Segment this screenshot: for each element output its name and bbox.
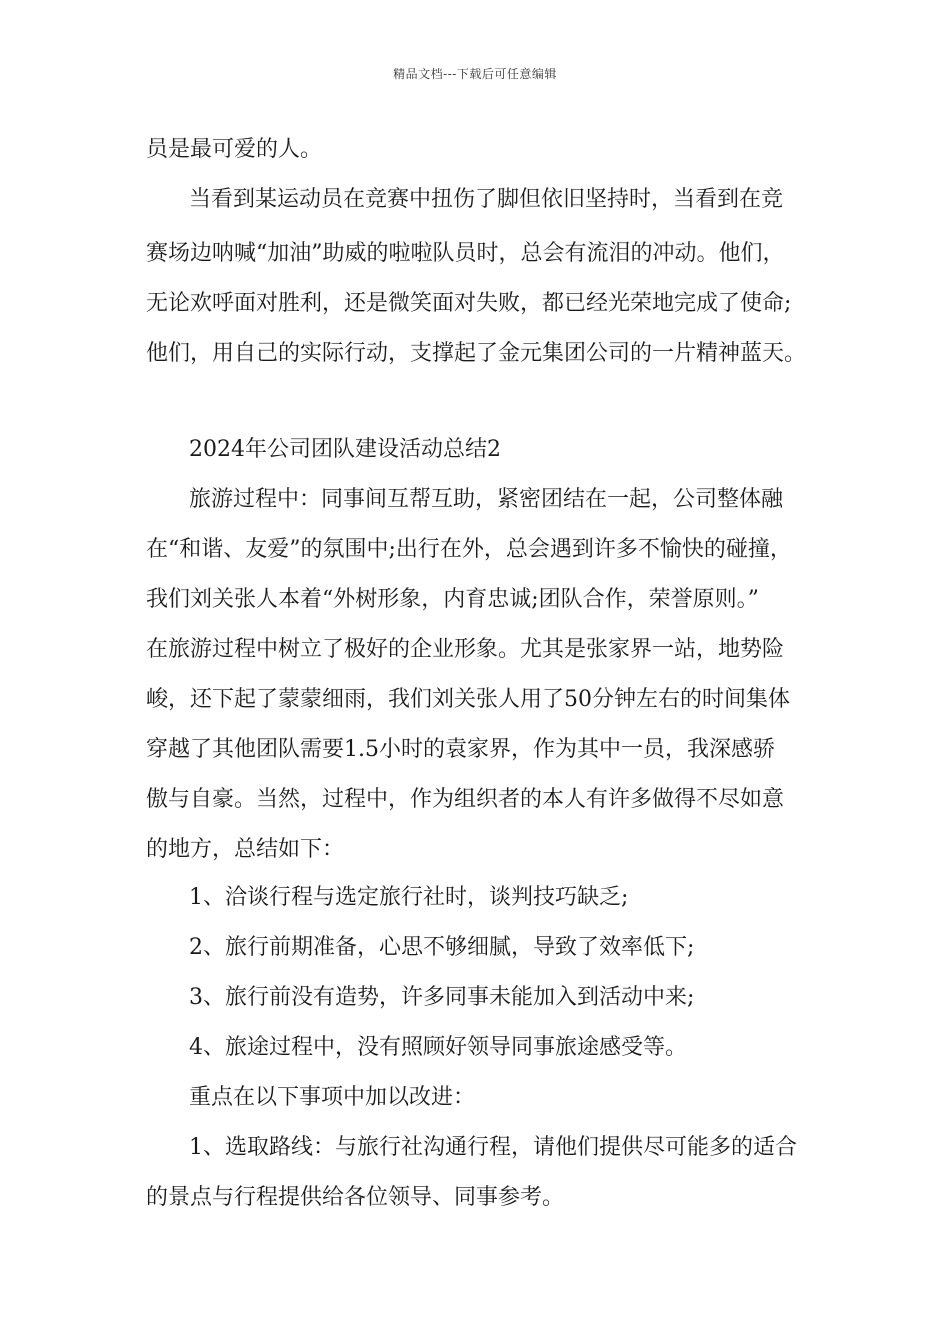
paragraph-line: 他们，用自己的实际行动，支撑起了金元集团公司的一片精神蓝天。 xyxy=(146,341,807,366)
paragraph-line: 在“和谐、友爱”的氛围中;出行在外，总会遇到许多不愉快的碰撞， xyxy=(146,537,792,562)
paragraph-line: 我们刘关张人本着“外树形象，内育忠诚;团队合作，荣誉原则。” xyxy=(146,587,759,612)
paragraph-line: 穿越了其他团队需要1.5小时的袁家界，作为其中一员，我深感骄 xyxy=(146,737,775,762)
paragraph-line: 傲与自豪。当然，过程中，作为组织者的本人有许多做得不尽如意 xyxy=(146,787,785,812)
section-heading: 2024年公司团队建设活动总结2 xyxy=(189,437,501,462)
list-item: 1、洽谈行程与选定旅行社时，谈判技巧缺乏; xyxy=(189,885,629,910)
list-item: 3、旅行前没有造势，许多同事未能加入到活动中来; xyxy=(189,985,695,1010)
paragraph-line: 无论欢呼面对胜利，还是微笑面对失败，都已经光荣地完成了使命; xyxy=(146,291,792,316)
paragraph-line: 峻，还下起了蒙蒙细雨，我们刘关张人用了50分钟左右的时间集体 xyxy=(146,687,790,712)
paragraph-line: 的地方，总结如下： xyxy=(146,837,345,862)
list-item: 2、旅行前期准备，心思不够细腻，导致了效率低下; xyxy=(189,935,695,960)
page-header: 精品文档---下载后可任意编辑 xyxy=(393,67,557,81)
paragraph-line: 赛场边呐喊“加油”助威的啦啦队员时，总会有流泪的冲动。他们， xyxy=(146,241,785,266)
paragraph-line: 的景点与行程提供给各位领导、同事参考。 xyxy=(146,1185,565,1210)
paragraph-line: 当看到某运动员在竞赛中扭伤了脚但依旧坚持时，当看到在竞 xyxy=(189,187,784,212)
list-item: 4、旅途过程中，没有照顾好领导同事旅途感受等。 xyxy=(189,1035,687,1060)
list-item: 1、选取路线：与旅行社沟通行程，请他们提供尽可能多的适合 xyxy=(189,1135,797,1160)
paragraph-line: 旅游过程中：同事间互帮互助，紧密团结在一起，公司整体融 xyxy=(189,487,784,512)
paragraph-line: 重点在以下事项中加以改进： xyxy=(189,1085,476,1110)
paragraph-line: 员是最可爱的人。 xyxy=(146,137,323,162)
paragraph-line: 在旅游过程中树立了极好的企业形象。尤其是张家界一站，地势险 xyxy=(146,637,785,662)
